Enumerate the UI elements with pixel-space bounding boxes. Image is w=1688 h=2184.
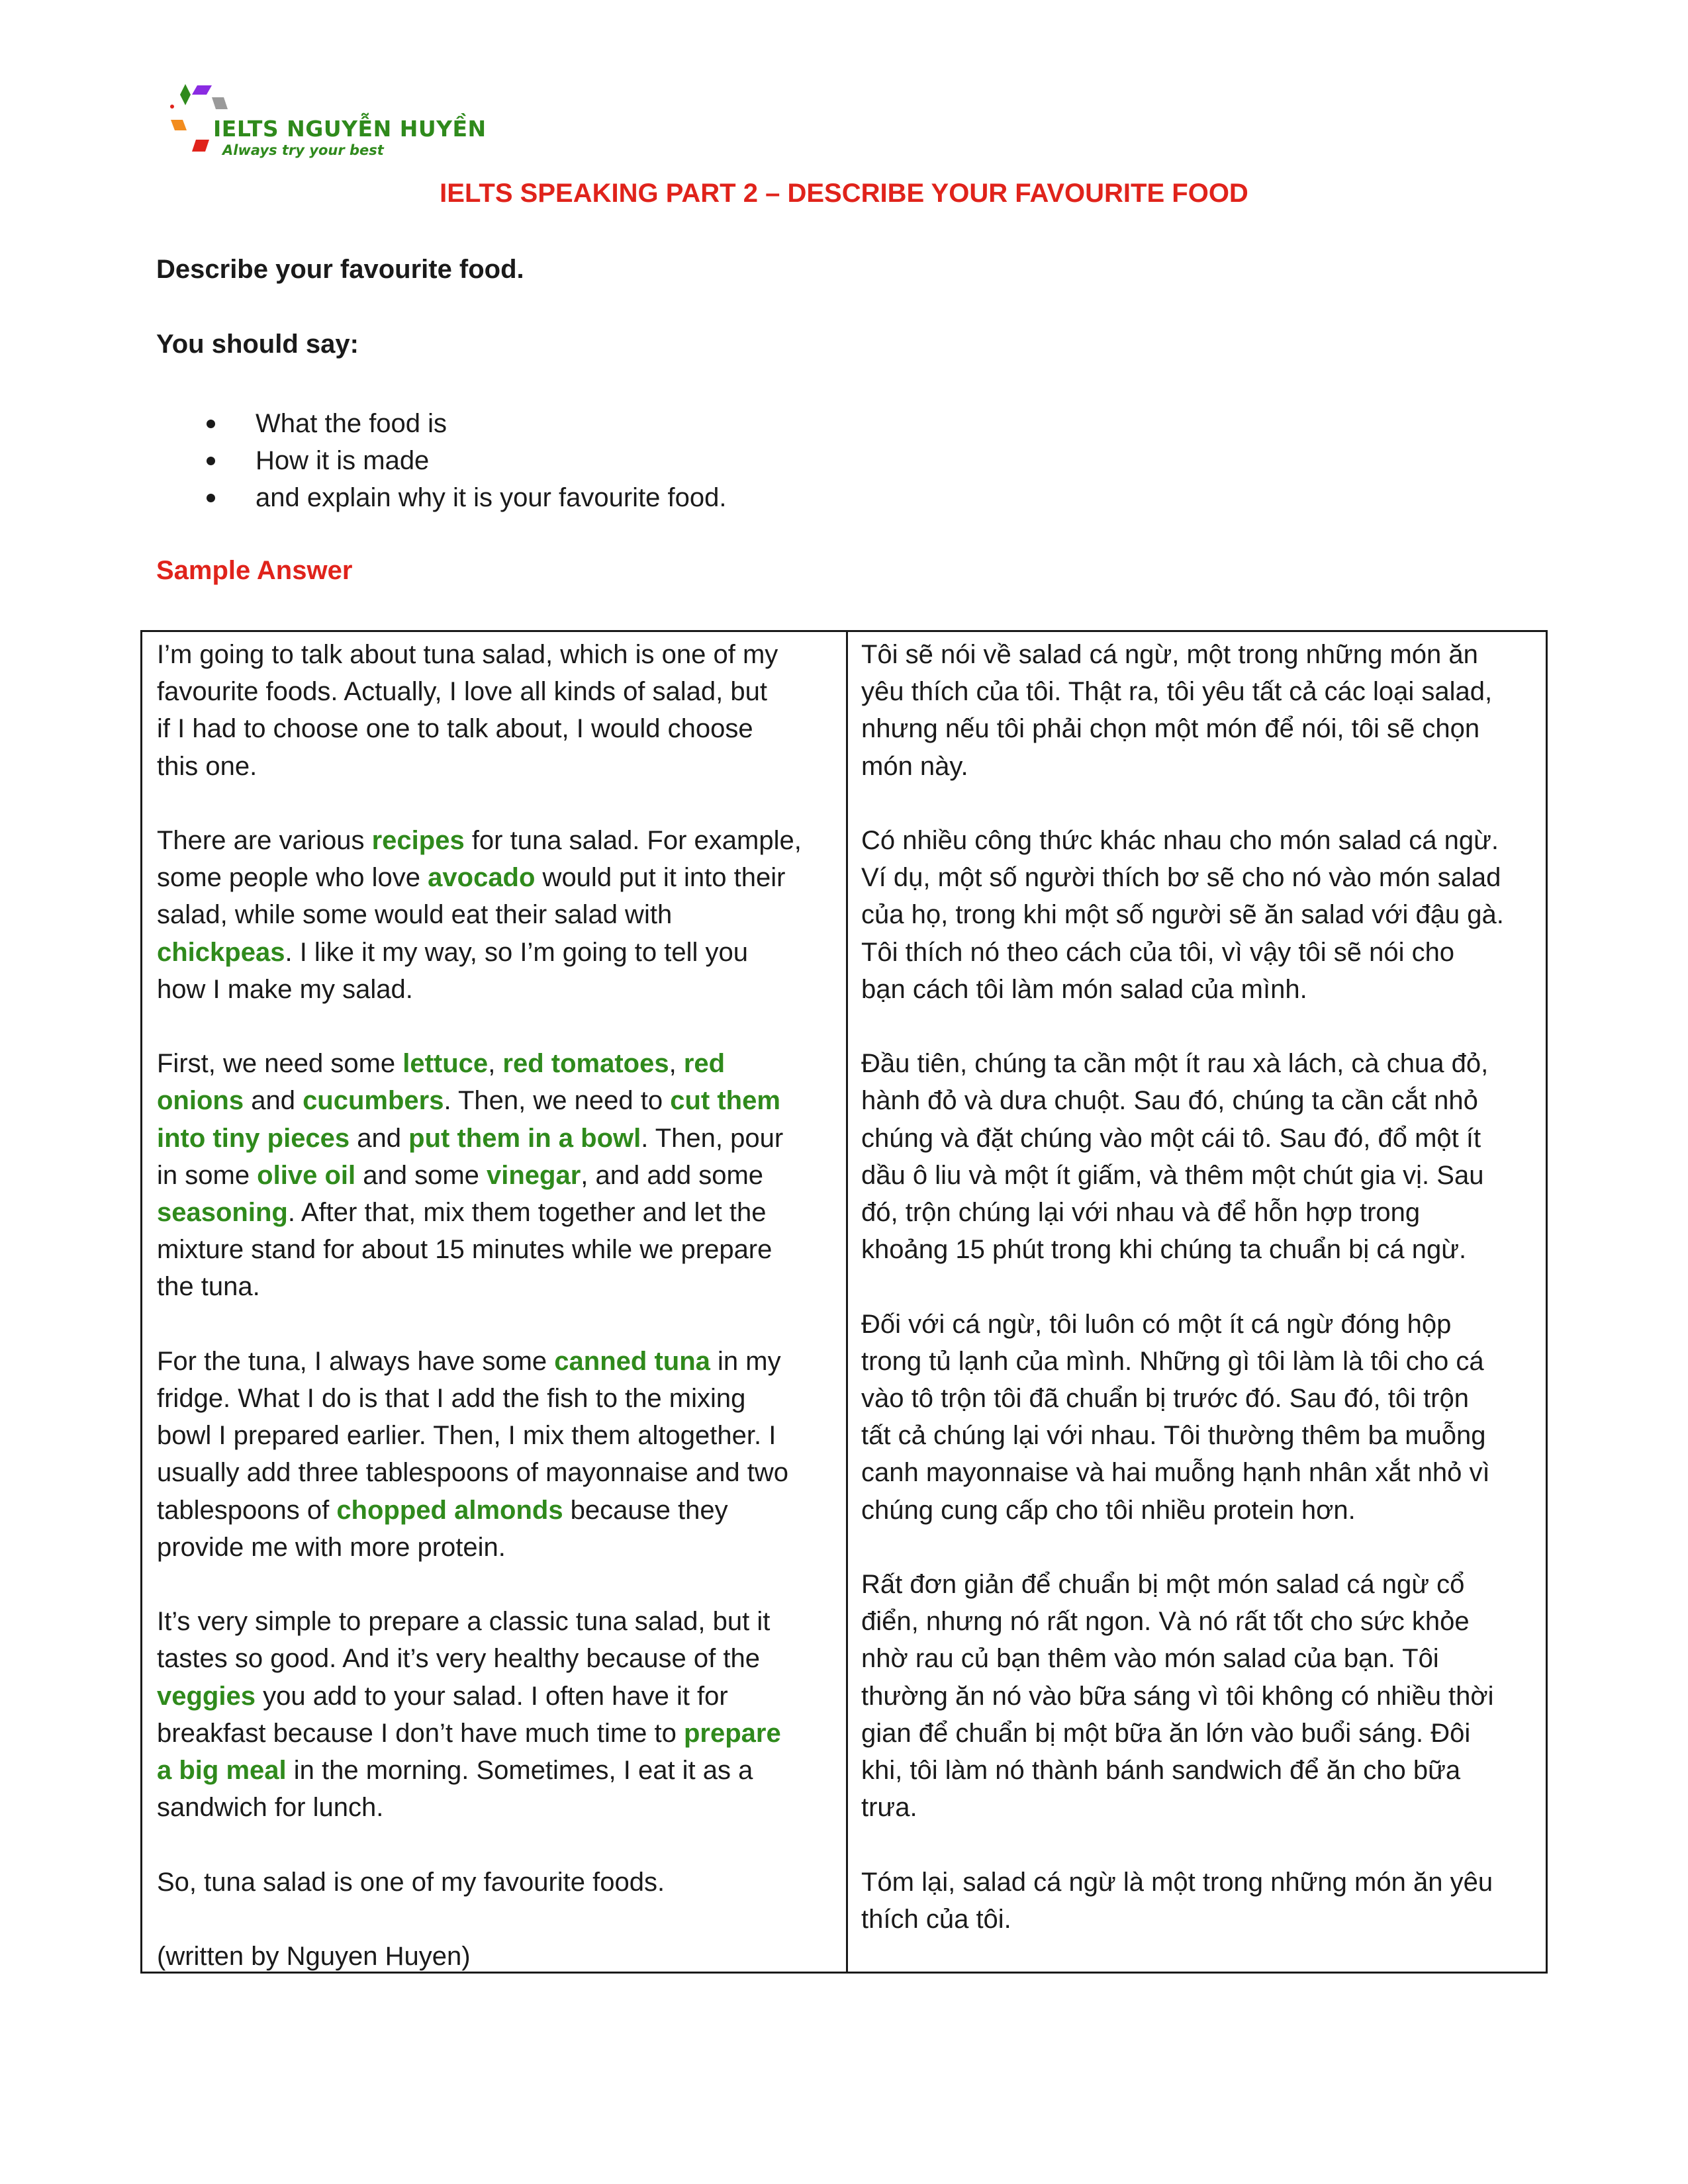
column-divider xyxy=(846,632,848,1972)
logo xyxy=(165,83,487,162)
vietnamese-paragraph: Đầu tiên, chúng ta cần một ít rau xà lách, cà chua đỏ, hành đỏ và dưa chuột. Sau đó, chúng ta cần cắt nhỏ chúng và đặt chúng vào một cái tô. Sau đó, đổ một ít dầu ô liu và một ít giấm, và thêm một chút gia vị. Sau đó, trộn chúng lại với nhau và để hỗn hợp trong khoảng 15 phút trong khi chúng ta chuẩn bị cá ngừ. xyxy=(861,1049,1489,1265)
answer-table xyxy=(140,630,1548,1974)
prompt-bullet-list xyxy=(156,405,727,516)
prompt-heading: Describe your favourite food. xyxy=(156,255,524,284)
keyword: recipes xyxy=(371,826,465,855)
keyword: chickpeas xyxy=(157,937,285,967)
list-item xyxy=(156,442,727,479)
keyword: olive oil xyxy=(257,1160,356,1190)
keyword: veggies xyxy=(157,1681,256,1711)
english-paragraph: It’s very simple to prepare a classic tuna salad, but it tastes so good. And it’s very healthy because of the veggies you add to your salad. I often have it for breakfast because I don’t have much time to prepare a big meal in the morning. Sometimes, I eat it as a sandwich for lunch. xyxy=(157,1607,781,1823)
keyword: cucumbers xyxy=(303,1086,444,1116)
bullet-icon xyxy=(207,494,215,502)
keyword: cut them into tiny pieces xyxy=(157,1086,780,1153)
bullet-text: What the food is xyxy=(256,409,447,438)
keyword: canned tuna xyxy=(554,1346,710,1376)
vietnamese-paragraph: Tóm lại, salad cá ngừ là một trong những món ăn yêu thích của tôi. xyxy=(861,1867,1493,1934)
english-column xyxy=(157,636,839,2012)
keyword: red onions xyxy=(157,1049,726,1116)
keyword: lettuce xyxy=(402,1049,489,1079)
keyword: avocado xyxy=(428,863,536,893)
vietnamese-paragraph: Rất đơn giản để chuẩn bị một món salad cá ngừ cổ điển, nhưng nó rất ngon. Và nó rất tốt cho sức khỏe nhờ rau củ bạn thêm vào món salad của bạn. Tôi thường ăn nó vào bữa sáng vì tôi không có nhiều thời gian để chuẩn bị một bữa ăn lớn vào buổi sáng. Đôi khi, tôi làm nó thành bánh sandwich để ăn cho bữa trưa. xyxy=(861,1570,1494,1823)
list-item xyxy=(156,479,727,516)
keyword: vinegar xyxy=(487,1160,581,1190)
keyword: red tomatoes xyxy=(502,1049,669,1079)
vietnamese-paragraph: Tôi sẽ nói về salad cá ngừ, một trong những món ăn yêu thích của tôi. Thật ra, tôi yêu tất cả các loại salad, nhưng nếu tôi phải chọn một món để nói, tôi sẽ chọn món này. xyxy=(861,640,1493,781)
sample-answer-label: Sample Answer xyxy=(156,556,353,585)
keyword: prepare a big meal xyxy=(157,1718,781,1786)
english-paragraph: There are various recipes for tuna salad. For example, some people who love avocado would put it into their salad, while some would eat their salad with chickpeas. I like it my way, so I’m going to tell you how I make my salad. xyxy=(157,826,802,1004)
keyword: chopped almonds xyxy=(336,1495,563,1525)
bullet-icon xyxy=(207,420,215,428)
prompt-subheading: You should say: xyxy=(156,330,359,359)
bullet-text: How it is made xyxy=(256,446,430,475)
vietnamese-paragraph: Có nhiều công thức khác nhau cho món salad cá ngừ. Ví dụ, một số người thích bơ sẽ cho nó vào món salad của họ, trong khi một số người sẽ ăn salad với đậu gà. Tôi thích nó theo cách của tôi, vì vậy tôi sẽ nói cho bạn cách tôi làm món salad của mình. xyxy=(861,826,1504,1004)
author-credit: (written by Nguyen Huyen) xyxy=(157,1942,471,1972)
page-title: IELTS SPEAKING PART 2 – DESCRIBE YOUR FAVOURITE FOOD xyxy=(440,179,1248,208)
vietnamese-column xyxy=(861,636,1543,1975)
english-paragraph: I’m going to talk about tuna salad, which is one of my favourite foods. Actually, I love all kinds of salad, but if I had to choose one to talk about, I would choose this one. xyxy=(157,640,778,781)
logo-text: IELTS NGUYỄN HUYỀN xyxy=(213,116,487,142)
keyword: put them in a bowl xyxy=(408,1123,641,1153)
english-paragraph: So, tuna salad is one of my favourite foods. xyxy=(157,1867,665,1897)
bullet-text: and explain why it is your favourite food. xyxy=(256,483,727,512)
list-item xyxy=(156,405,727,442)
vietnamese-paragraph: Đối với cá ngừ, tôi luôn có một ít cá ngừ đóng hộp trong tủ lạnh của mình. Những gì tôi làm là tôi cho cá vào tô trộn tôi đã chuẩn bị trước đó. Sau đó, tôi trộn tất cả chúng lại với nhau. Tôi thường thêm ba muỗng canh mayonnaise và hai muỗng hạnh nhân xắt nhỏ vì chúng cung cấp cho tôi nhiều protein hơn. xyxy=(861,1309,1490,1525)
english-paragraph: First, we need some lettuce, red tomatoes, red onions and cucumbers. Then, we need to cut them into tiny pieces and put them in a bowl. Then, pour in some olive oil and some vinegar, and add some seasoning. After that, mix them together and let the mixture stand for about 15 minutes while we prepare the tuna. xyxy=(157,1049,784,1302)
keyword: seasoning xyxy=(157,1198,288,1228)
bullet-icon xyxy=(207,457,215,465)
logo-tagline: Always try your best xyxy=(222,142,384,158)
english-paragraph: For the tuna, I always have some canned tuna in my fridge. What I do is that I add the fish to the mixing bowl I prepared earlier. Then, I mix them altogether. I usually add three tablespoons of mayonnaise and two tablespoons of chopped almonds because they provide me with more protein. xyxy=(157,1346,788,1562)
